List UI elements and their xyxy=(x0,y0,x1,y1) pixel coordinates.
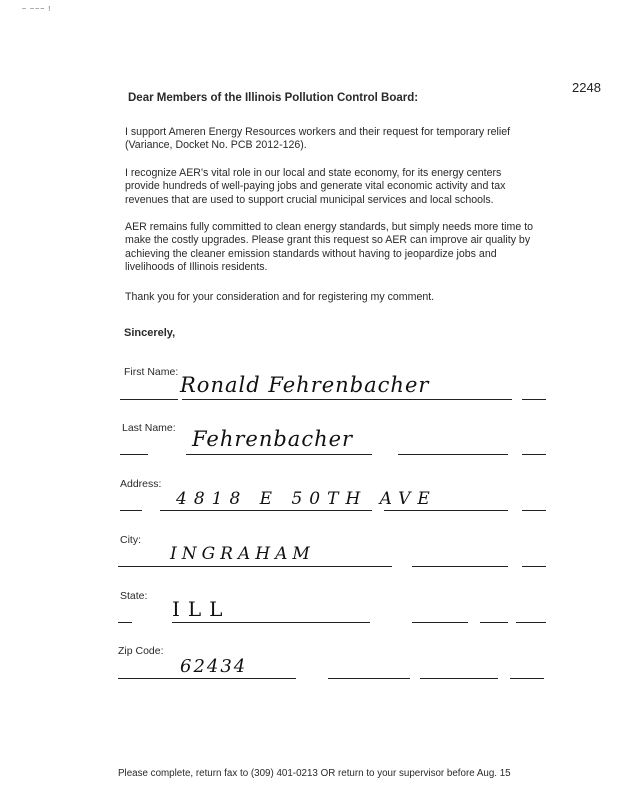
state-underline xyxy=(480,622,508,623)
last-name-underline xyxy=(186,454,372,455)
paragraph-line: revenues that are used to support crucial municipal services and local schools. xyxy=(125,193,494,206)
paragraph-line: make the costly upgrades. Please grant this request so AER can improve air quality by xyxy=(125,234,531,247)
address-underline xyxy=(160,510,372,511)
last-name-underline xyxy=(398,454,508,455)
city-label: City: xyxy=(120,534,141,546)
zip-code-value[interactable]: 62434 xyxy=(180,656,248,677)
first-name-underline xyxy=(120,399,178,400)
paragraph-line: Thank you for your consideration and for registering my comment. xyxy=(125,291,435,303)
address-underline xyxy=(384,510,508,511)
fax-header-mark: ~ ~~~ ! xyxy=(22,6,52,13)
paragraph-commitment xyxy=(125,221,565,274)
state-underline xyxy=(412,622,468,623)
state-underline xyxy=(172,622,370,623)
address-value[interactable]: 4818 E 50TH AVE xyxy=(176,489,437,509)
first-name-label: First Name: xyxy=(124,366,179,378)
paragraph-line: I recognize AER's vital role in our local and state economy, for its energy centers xyxy=(125,167,502,179)
paragraph-line: I support Ameren Energy Resources workers and their request for temporary relief xyxy=(125,126,511,138)
paragraph-economy xyxy=(125,167,565,207)
city-underline xyxy=(118,566,392,567)
paragraph-line: livelihoods of Illinois residents. xyxy=(125,260,268,273)
zip-code-underline xyxy=(328,678,410,679)
first-name-value[interactable]: Ronald Fehrenbacher xyxy=(180,373,430,397)
first-name-underline xyxy=(182,399,512,400)
city-value[interactable]: INGRAHAM xyxy=(170,544,315,564)
city-underline xyxy=(522,566,546,567)
city-underline xyxy=(412,566,508,567)
zip-code-underline xyxy=(510,678,544,679)
address-underline xyxy=(120,510,142,511)
last-name-underline xyxy=(120,454,148,455)
paragraph-thanks xyxy=(125,291,565,304)
closing: Sincerely, xyxy=(124,327,176,339)
paragraph-support xyxy=(125,126,565,153)
last-name-label: Last Name: xyxy=(122,422,176,434)
paragraph-line: achieving the cleaner emission standards without having to jeopardize jobs and xyxy=(125,247,497,260)
state-underline xyxy=(118,622,132,623)
footer-instructions: Please complete, return fax to (309) 401-0213 OR return to your supervisor before Aug. 15 xyxy=(118,768,511,779)
state-underline xyxy=(516,622,546,623)
zip-code-underline xyxy=(420,678,498,679)
state-label: State: xyxy=(120,590,148,602)
last-name-underline xyxy=(522,454,546,455)
zip-code-underline xyxy=(118,678,296,679)
last-name-value[interactable]: Fehrenbacher xyxy=(192,427,354,451)
paragraph-line: AER remains fully committed to clean energy standards, but simply needs more time to xyxy=(125,221,534,233)
first-name-underline xyxy=(522,399,546,400)
paragraph-line: (Variance, Docket No. PCB 2012-126). xyxy=(125,139,307,152)
page-number: 2248 xyxy=(572,80,601,95)
paragraph-line: provide hundreds of well-paying jobs and generate vital economic activity and tax xyxy=(125,180,506,193)
address-underline xyxy=(522,510,546,511)
state-value[interactable]: ILL xyxy=(172,597,231,621)
salutation: Dear Members of the Illinois Pollution Control Board: xyxy=(128,92,419,104)
zip-code-label: Zip Code: xyxy=(118,645,164,657)
address-label: Address: xyxy=(120,478,162,490)
